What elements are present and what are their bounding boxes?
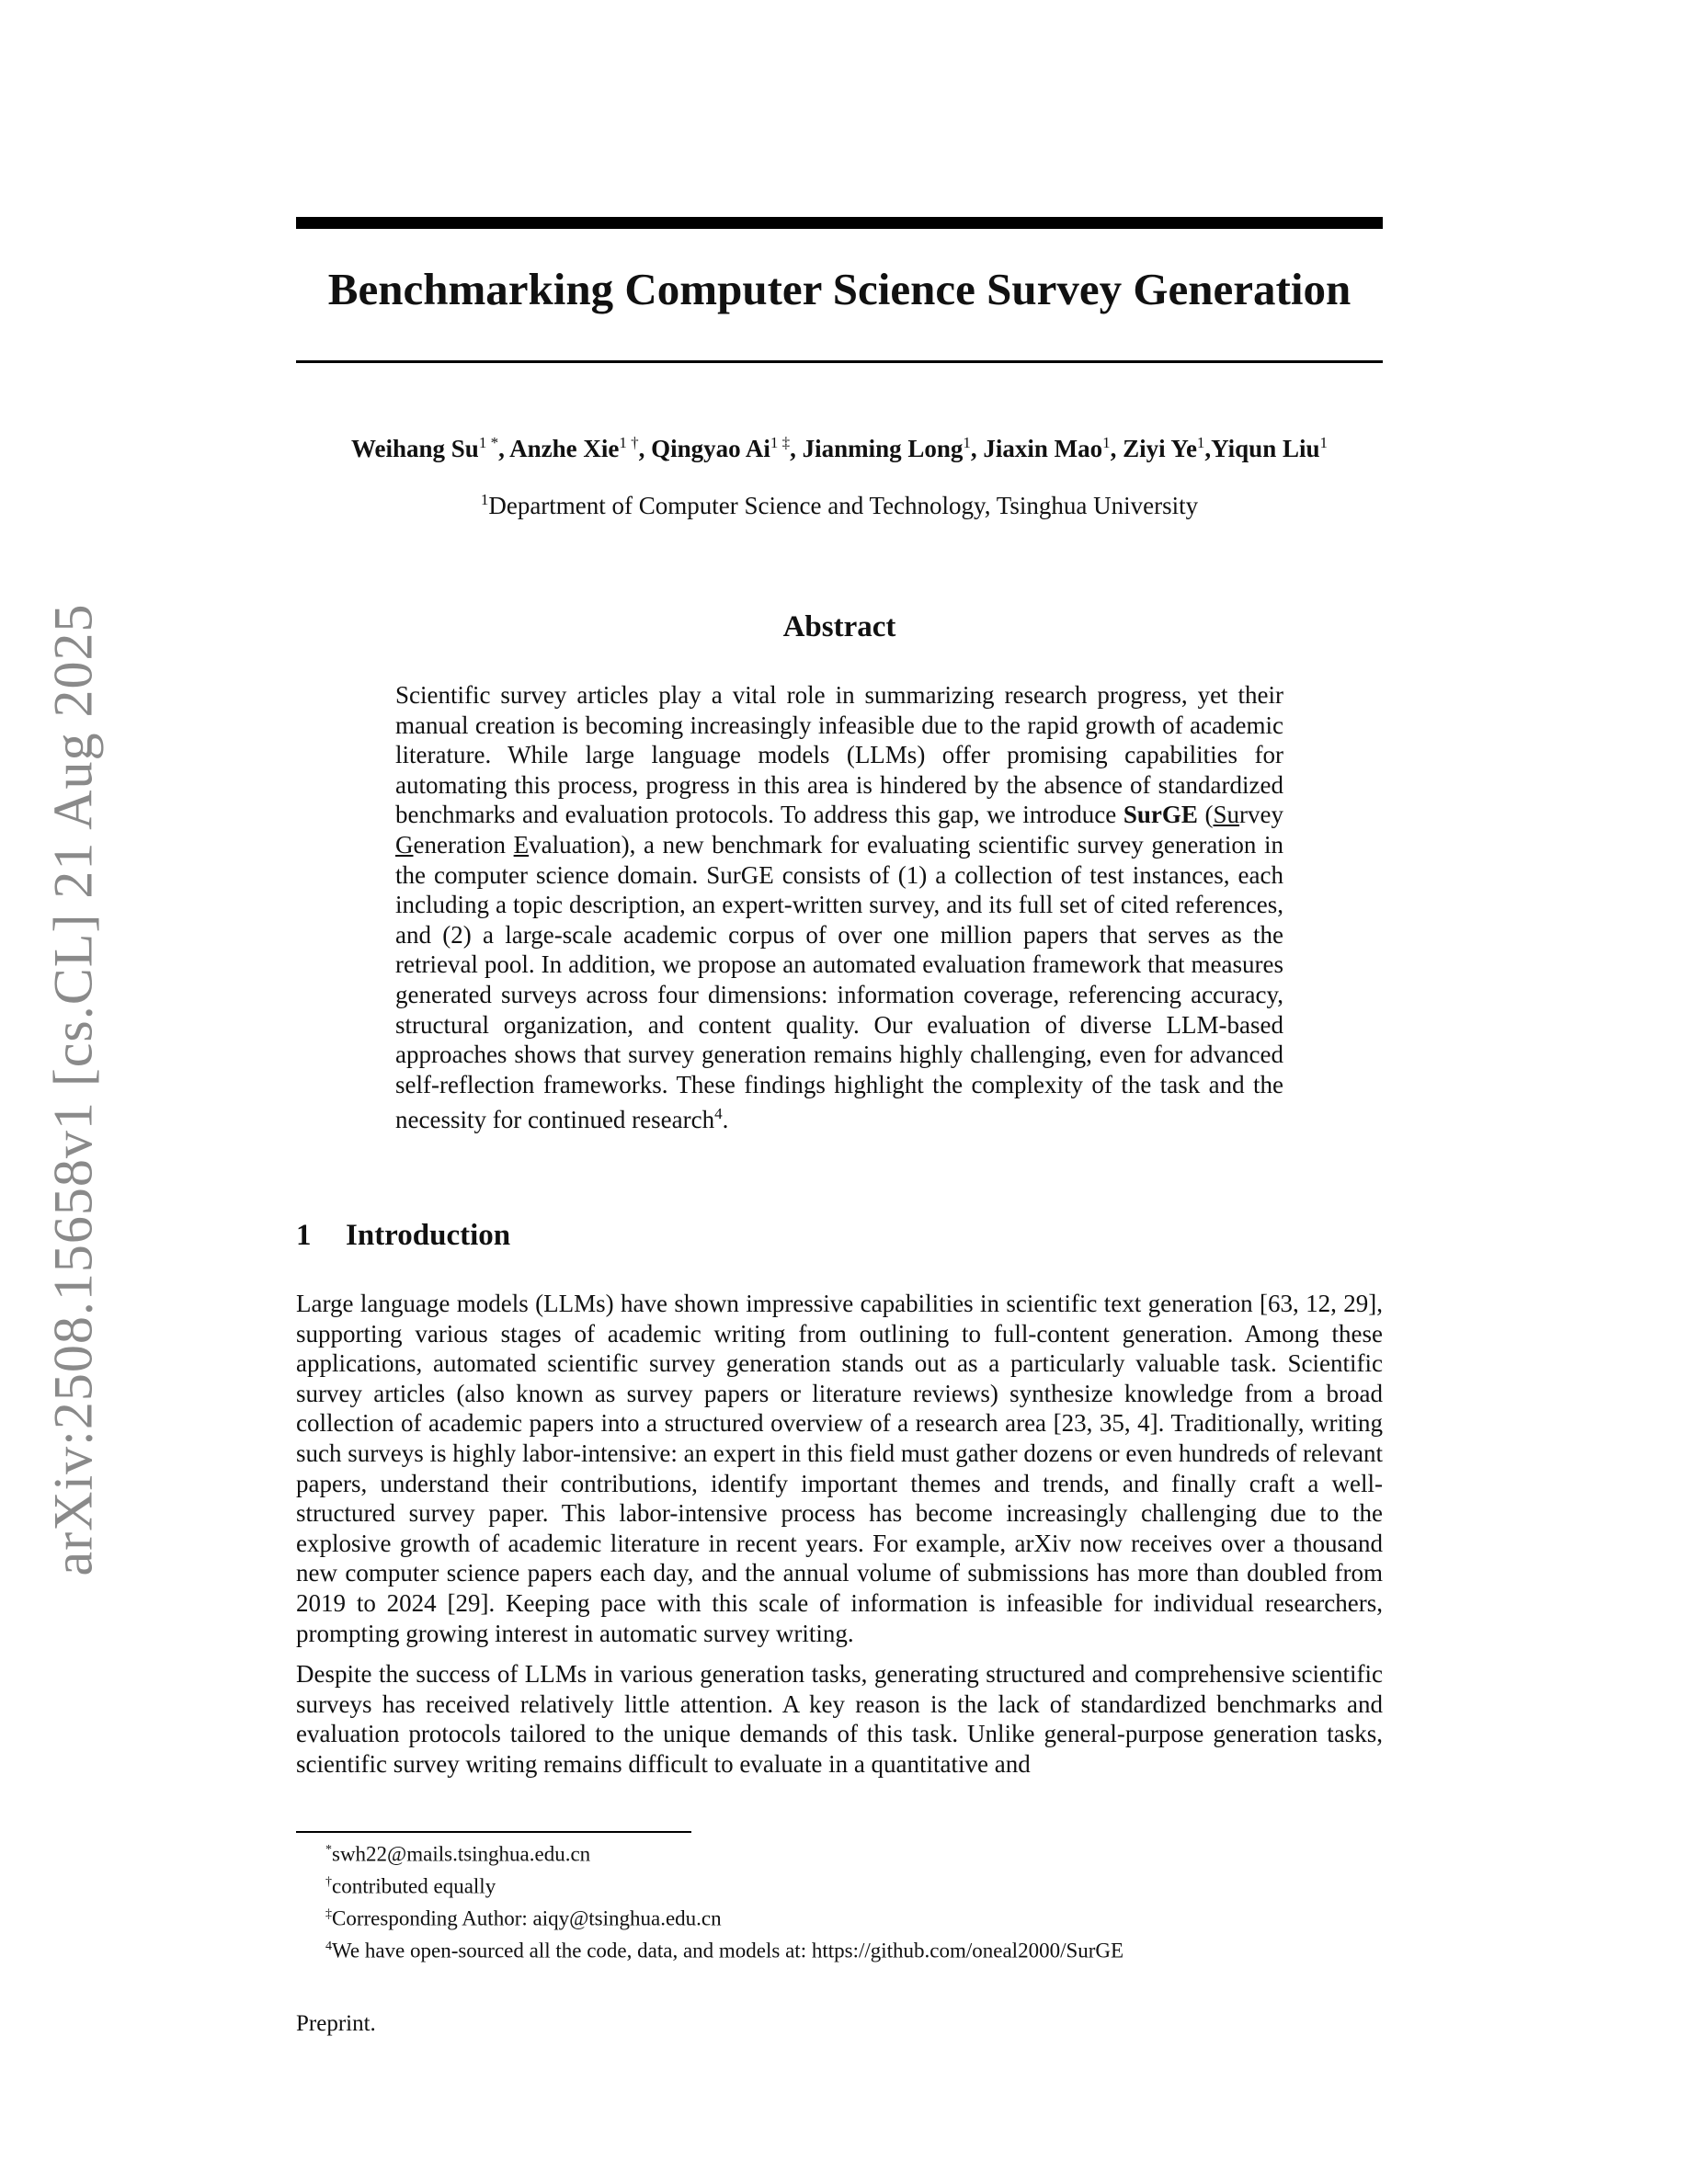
acronym-letter: G [395,830,414,859]
author-name: Ziyi Ye [1123,435,1197,462]
acronym-letter: E [513,830,530,859]
footnote-mark: ‡ [325,1907,332,1922]
footnote [325,1901,1383,1933]
author-mark: 1 [1102,434,1111,451]
footnote-text: swh22@mails.tsinghua.edu.cn [332,1842,591,1866]
title-top-rule [296,217,1383,229]
intro-paragraph: Large language models (LLMs) have shown impressive capabilities in scientific text generation [63, 12, 29], supporting various stages of academic writing from outlining to full-content generation. Among these applications, automated scientific survey generation stands out as a particularly valuable task. Scientific survey articles (also known as survey papers or literature reviews) synthesize knowledge from a broad collection of academic papers into a structured overview of a research area [23, 35, 4]. Traditionally, writing such surveys is highly labor-intensive: an expert in this field must gather dozens or even hundreds of relevant papers, understand their contributions, identify important themes and trends, and finally craft a well-structured survey paper. This labor-intensive process has become increasingly challenging due to the explosive growth of academic literature in recent years. For example, arXiv now receives over a thousand new computer science papers each day, and the annual volume of submissions has more than doubled from 2019 to 2024 [29]. Keeping pace with this scale of information is infeasible for individual researchers, prompting growing interest in automatic survey writing. [296,1290,1383,1647]
section-number: 1 [296,1219,312,1252]
arxiv-identifier-stamp [18,588,129,1590]
author-mark: 1 ‡ [770,434,791,451]
affiliation-mark: 1 [480,491,489,508]
footnote-text: contributed equally [332,1874,496,1898]
benchmark-name: SurGE [1123,801,1198,829]
footnote-ref: 4 [714,1105,723,1123]
preprint-label: Preprint. [296,2011,376,2036]
acronym-rest: valuation [529,830,622,859]
affiliation-text: Department of Computer Science and Technology, Tsinghua University [488,492,1199,519]
author-name: Qingyao Ai [651,435,770,462]
acronym-letter: Su [1213,801,1240,829]
acronym-rest: eneration [413,830,514,859]
footnote-mark: 4 [325,1939,332,1954]
author-name: Jianming Long [802,435,964,462]
footnote-text: We have open-sourced all the code, data, and models at: https://github.com/oneal2000/SurGE [332,1939,1124,1963]
author-mark: 1 * [478,434,499,451]
abstract-text: Scientific survey articles play a vital role in summarizing research progress, yet their manual creation is becoming increasingly infeasible due to the rapid growth of academic literature. While large language models (LLMs) offer promising capabilities for automating this process, progress in this area is hindered by the absence of standardized benchmarks and evaluation protocols. To address this gap, we introduce [395,681,1283,829]
footnote [325,1869,1383,1901]
affiliation [296,491,1383,520]
abstract-text: ), a new benchmark for evaluating scientific survey generation in the computer science domain. SurGE consists of (1) a collection of test instances, each including a topic description, an expert-written survey, and its full set of cited references, and (2) a large-scale academic corpus of over one million papers that serves as the retrieval pool. In addition, we propose an automated evaluation framework that measures generated surveys across four dimensions: information coverage, referencing accuracy, structural organization, and content quality. Our evaluation of diverse LLM-based approaches shows that survey generation remains highly challenging, even for advanced self-reflection frameworks. These findings highlight the complexity of the task and the necessity for continued research [395,830,1283,1134]
footnote-text: Corresponding Author: aiqy@tsinghua.edu.cn [332,1906,722,1930]
arxiv-identifier-text: arXiv:2508.15658v1 [cs.CL] 21 Aug 2025 [42,603,104,1575]
footnote [325,1837,1383,1869]
paper-title: Benchmarking Computer Science Survey Generation [327,264,1352,314]
title-bottom-rule [296,360,1383,363]
author-name: Anzhe Xie [509,435,620,462]
introduction-body [296,1289,1383,1791]
abstract-end: . [722,1106,729,1134]
author-mark: 1 [1319,434,1328,451]
author-mark: 1 [1196,434,1205,451]
abstract-heading: Abstract [782,610,896,643]
footnotes [325,1837,1383,1966]
author-mark: 1 [963,434,971,451]
author-name: Yiqun Liu [1211,435,1320,462]
footnote-rule [296,1831,691,1833]
author-list: Weihang $Su^{1 *}$, Anzhe Xie$^{1 \dagger}$, Qingyao $Ai^{1 \ddagger}$, Jianming Long$^1$, Jiaxin Mao$^1$, Ziyi Ye$^1$,Yiqun Liu$^1$ [351,434,1328,462]
footnote [325,1933,1383,1965]
abstract-body [395,680,1283,1135]
acronym-rest: rvey [1239,801,1283,829]
intro-paragraph: Despite the success of LLMs in various generation tasks, generating structured and comprehensive scientific surveys has received relatively little attention. A key reason is the lack of standardized benchmarks and evaluation protocols tailored to the unique demands of this task. Unlike general-purpose generation tasks, scientific survey writing remains difficult to evaluate in a quantitative and [296,1660,1383,1778]
author-mark: 1 † [619,434,639,451]
section-title: Introduction [346,1219,511,1252]
footnote-mark: * [325,1843,332,1857]
author-name: Weihang Su [351,435,479,462]
footnote-mark: † [325,1875,332,1890]
acronym-paren: ( [1197,801,1214,829]
author-name: Jiaxin Mao [983,435,1103,462]
section-heading [296,1219,510,1253]
